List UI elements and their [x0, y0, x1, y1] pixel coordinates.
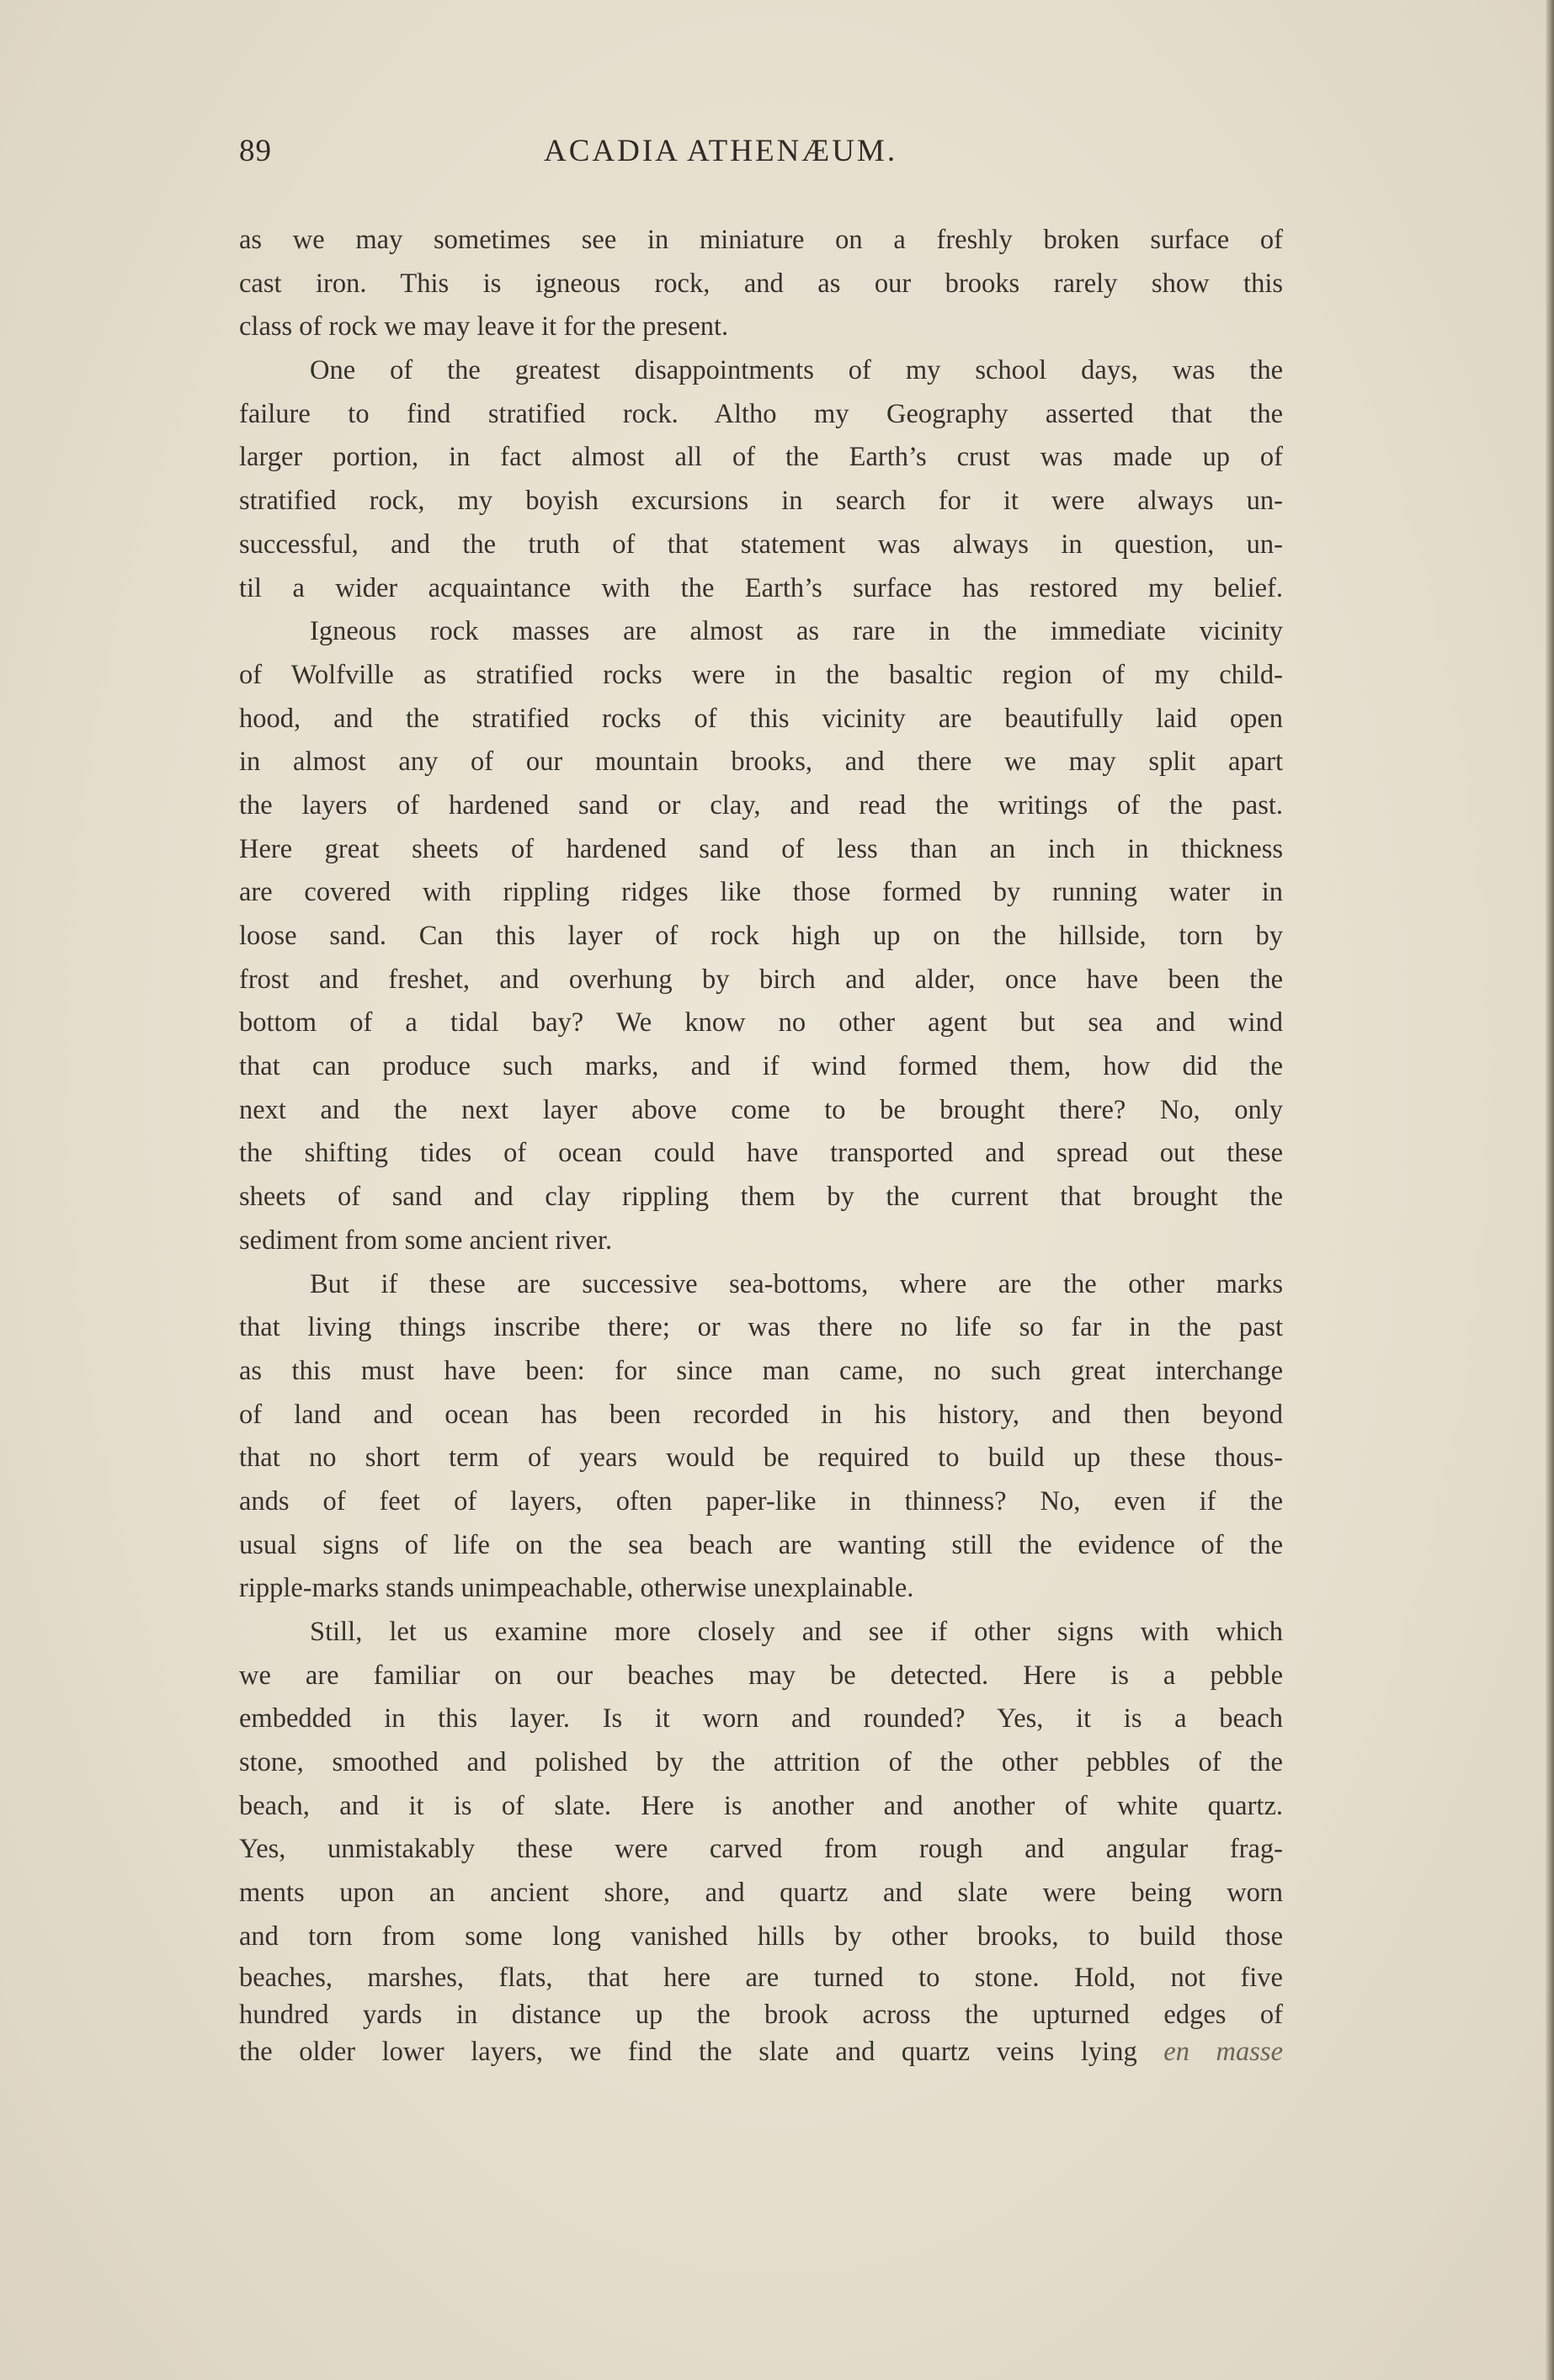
- text-line: ands of feet of layers, often paper-like in thinness? No, even if the: [239, 1485, 1283, 1517]
- text-line: frost and freshet, and overhung by birch and alder, once have been the: [239, 964, 1283, 995]
- text-line: next and the next layer above come to be brought there? No, only: [239, 1094, 1283, 1125]
- text-line: of Wolfville as stratified rocks were in the basaltic region of my child-: [239, 659, 1283, 690]
- text-line: stratified rock, my boyish excursions in search for it were always un-: [239, 486, 1283, 517]
- text-line: usual signs of life on the sea beach are wanting still the evidence of the: [239, 1529, 1283, 1560]
- paragraph-start-line: But if these are successive sea-bottoms, where are the other marks: [310, 1268, 1283, 1299]
- text-line: failure to find stratified rock. Altho my Geography asserted that the: [239, 398, 1283, 429]
- text-line: ments upon an ancient shore, and quartz and slate were being worn: [239, 1878, 1283, 1909]
- text-line: as we may sometimes see in miniature on a freshly broken surface of: [239, 225, 1283, 255]
- text-line: Yes, unmistakably these were carved from rough and angular frag-: [239, 1834, 1283, 1865]
- text-line: embedded in this layer. Is it worn and rounded? Yes, it is a beach: [239, 1703, 1283, 1735]
- text-line: til a wider acquaintance with the Earth’s surface has restored my belief.: [239, 572, 1283, 603]
- text-line: class of rock we may leave it for the present.: [239, 311, 729, 343]
- text-line: loose sand. Can this layer of rock high up on the hillside, torn by: [239, 921, 1283, 951]
- text-line: in almost any of our mountain brooks, and there we may split apart: [239, 746, 1283, 778]
- page-edge-shadow: [1546, 0, 1554, 2380]
- text-line: of land and ocean has been recorded in his history, and then beyond: [239, 1399, 1283, 1430]
- text-line: successful, and the truth of that statement was always in question, un-: [239, 529, 1283, 560]
- text-line: ripple-marks stands unimpeachable, otherwise unexplainable.: [239, 1573, 914, 1604]
- text-line: are covered with rippling ridges like those formed by running water in: [239, 877, 1283, 908]
- text-line: that can produce such marks, and if wind formed them, how did the: [239, 1051, 1283, 1082]
- text-line: sediment from some ancient river.: [239, 1225, 613, 1256]
- text-line: that no short term of years would be required to build up these thous-: [239, 1442, 1283, 1474]
- text-line: stone, smoothed and polished by the attrition of the other pebbles of the: [239, 1747, 1283, 1778]
- text-line: and torn from some long vanished hills by other brooks, to build those: [239, 1920, 1283, 1952]
- running-title: ACADIA ATHENÆUM.: [544, 134, 898, 168]
- text-line: sheets of sand and clay rippling them by the current that brought the: [239, 1182, 1283, 1213]
- text-line: hood, and the stratified rocks of this vicinity are beautifully laid open: [239, 703, 1283, 734]
- text-line: Here great sheets of hardened sand of less than an inch in thickness: [239, 833, 1283, 864]
- text-line: cast iron. This is igneous rock, and as our brooks rarely show this: [239, 268, 1283, 299]
- text-line: bottom of a tidal bay? We know no other agent but sea and wind: [239, 1007, 1283, 1039]
- article-body: [239, 219, 1283, 2070]
- final-line-text: the older lower layers, we find the slate and quartz veins lying: [239, 2036, 1137, 2067]
- text-line: as this must have been: for since man came, no such great interchange: [239, 1355, 1283, 1386]
- running-header: [239, 133, 1283, 180]
- paragraph-start-line: One of the greatest disappointments of my school days, was the: [310, 355, 1283, 386]
- text-line: larger portion, in fact almost all of the Earth’s crust was made up of: [239, 442, 1283, 473]
- text-line: the shifting tides of ocean could have transported and spread out these: [239, 1138, 1283, 1169]
- final-line: [239, 2033, 1283, 2070]
- text-line: that living things inscribe there; or was there no life so far in the past: [239, 1312, 1283, 1343]
- text-line: we are familiar on our beaches may be detected. Here is a pebble: [239, 1660, 1283, 1691]
- text-line: the layers of hardened sand or clay, and read the writings of the past.: [239, 789, 1283, 821]
- italic-phrase: en masse: [1163, 2036, 1283, 2067]
- text-line: beaches, marshes, flats, that here are turned to stone. Hold, not five: [239, 1962, 1283, 1993]
- paragraph-start-line: Still, let us examine more closely and see if other signs with which: [310, 1617, 1283, 1647]
- page-number: 89: [239, 134, 272, 168]
- paragraph-start-line: Igneous rock masses are almost as rare in the immediate vicinity: [310, 616, 1283, 647]
- text-line: beach, and it is of slate. Here is another and another of white quartz.: [239, 1790, 1283, 1821]
- text-line: hundred yards in distance up the brook across the upturned edges of: [239, 1999, 1283, 2030]
